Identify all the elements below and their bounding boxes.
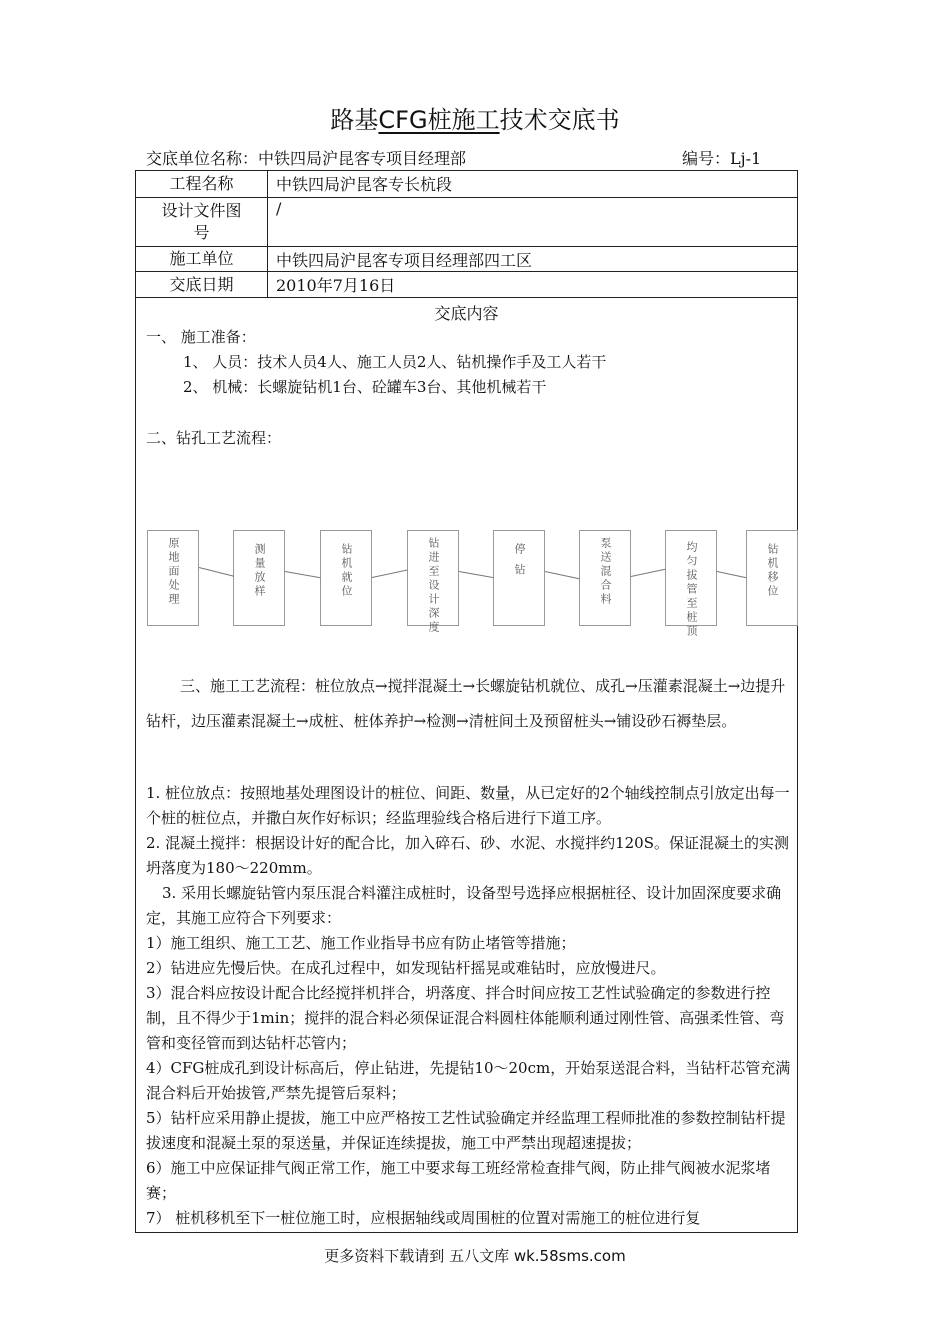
para-6: 3）混合料应按设计配合比经搅拌机拌合，坍落度、拌合时间应按工艺性试验确定的参数进行控制，且不得少于1min；搅拌的混合料必须保证混合料圆柱体能顺利通过刚性管、高强柔性管、弯管和变径管而到达钻杆芯管内； xyxy=(146,984,785,1052)
flow-connector-5 xyxy=(545,571,579,579)
para-4: 1）施工组织、施工工艺、施工作业指导书应有防止堵管等措施； xyxy=(146,934,576,952)
label-disclosure-date: 交底日期 xyxy=(136,272,268,297)
para-9: 6）施工中应保证排气阀正常工作，施工中要求每工班经常检查排气阀，防止排气阀被水泥浆堵赛； xyxy=(146,1159,771,1202)
title-prefix: 路基 xyxy=(330,106,379,134)
value-design-doc: / xyxy=(276,199,282,218)
flow-connector-3 xyxy=(372,570,407,578)
row-project-name xyxy=(136,171,797,198)
flow-connector-1 xyxy=(199,567,234,577)
prep-item-1: 1、 人员：技术人员4人、施工人员2人、钻机操作手及工人若干 xyxy=(183,353,607,371)
flow-step-3: 钻机就位 xyxy=(320,530,372,626)
value-project-name: 中铁四局沪昆客专长杭段 xyxy=(276,175,453,194)
flow-connector-2 xyxy=(285,571,321,578)
drill-title: 二、钻孔工艺流程： xyxy=(146,429,282,447)
flow-connector-7 xyxy=(717,571,747,578)
flow-step-6: 泵送混合料 xyxy=(579,530,631,626)
para-5: 2）钻进应先慢后快。在成孔过程中，如发现钻杆摇晃或难钻时，应放慢进尺。 xyxy=(146,959,666,977)
para-3: 3. 采用长螺旋钻管内泵压混合料灌注成桩时，设备型号选择应根据桩径、设计加固深度要求确定，其施工应符合下列要求： xyxy=(146,884,782,927)
unit-name: 交底单位名称：中铁四局沪昆客专项目经理部 xyxy=(146,149,467,168)
prep-item-2: 2、 机械：长螺旋钻机1台、砼罐车3台、其他机械若干 xyxy=(183,378,547,396)
flow-step-1: 原地面处理 xyxy=(147,530,199,626)
flow-step-2: 测量放样 xyxy=(233,530,285,626)
process-paragraph: 三、施工工艺流程：桩位放点→搅拌混凝土→长螺旋钻机就位、成孔→压灌素混凝土→边提升钻杆，边压灌素混凝土→成桩、桩体养护→检测→清桩间土及预留桩头→铺设砂石褥垫层。 xyxy=(146,677,786,730)
title-underlined: CFG桩施工 xyxy=(378,106,500,134)
row-construction-unit xyxy=(136,247,797,272)
document-number: 编号：Lj-1 xyxy=(682,149,762,168)
para-1: 1. 桩位放点：按照地基处理图设计的桩位、间距、数量，从已定好的2个轴线控制点引放定出每一个桩的桩位点，并撒白灰作好标识；经监理验线合格后进行下道工序。 xyxy=(146,784,790,827)
label-construction-unit: 施工单位 xyxy=(136,247,268,271)
value-disclosure-date: 2010年7月16日 xyxy=(276,276,396,295)
flow-step-5: 停 钻 xyxy=(493,530,545,626)
para-10: 7） 桩机移机至下一桩位施工时，应根据轴线或周围桩的位置对需施工的桩位进行复 xyxy=(146,1209,701,1227)
value-construction-unit: 中铁四局沪昆客专项目经理部四工区 xyxy=(276,251,533,270)
document-title xyxy=(0,100,950,135)
para-8: 5）钻杆应采用静止提拔，施工中应严格按工艺性试验确定并经监理工程师批准的参数控制钻杆提拔速度和混凝土泵的泵送量，并保证连续提拔，施工中严禁出现超速提拔； xyxy=(146,1109,786,1152)
label-project-name: 工程名称 xyxy=(136,171,268,197)
footer-text: 更多资料下载请到 五八文库 wk.58sms.com xyxy=(324,1247,626,1265)
content-heading: 交底内容 xyxy=(434,304,499,323)
prep-title: 一、 施工准备： xyxy=(146,328,256,346)
disclosure-table xyxy=(135,170,798,1233)
label-design-doc: 设计文件图号 xyxy=(136,198,268,246)
flow-connector-6 xyxy=(631,569,665,577)
flow-step-8: 钻机移位 xyxy=(746,530,798,626)
flow-step-7: 均匀拔管至桩顶 xyxy=(665,530,717,626)
para-2: 2. 混凝土搅拌：根据设计好的配合比，加入碎石、砂、水泥、水搅拌约120S。保证混凝土的实测坍落度为180～220mm。 xyxy=(146,834,789,877)
row-disclosure-date xyxy=(136,272,797,298)
flow-step-4: 钻进至设计深度 xyxy=(407,530,459,626)
title-suffix: 技术交底书 xyxy=(499,106,620,134)
para-7: 4）CFG桩成孔到设计标高后，停止钻进，先提钻10～20cm，开始泵送混合料，当钻杆芯管充满混合料后开始拔管,严禁先提管后泵料； xyxy=(146,1059,791,1102)
row-design-doc xyxy=(136,198,797,247)
flow-connector-4 xyxy=(459,571,494,578)
